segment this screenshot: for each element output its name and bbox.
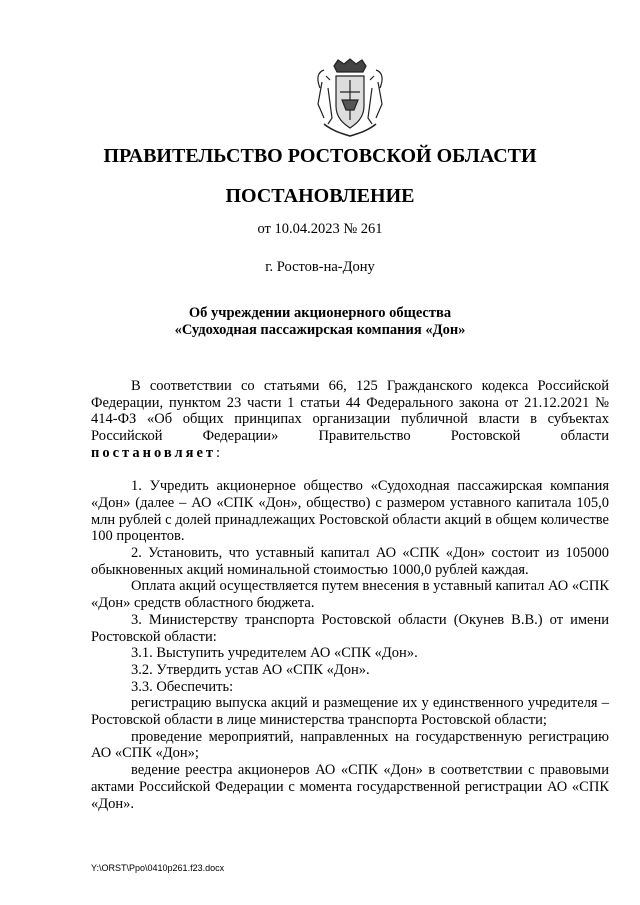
document-type: ПОСТАНОВЛЕНИЕ [225,185,415,207]
paragraph-3-2: 3.2. Утвердить устав АО «СПК «Дон». [131,661,370,678]
paragraph-3: 3. Министерству транспорта Ростовской области (Окунев В.В.) от имени Ростовской области: [91,611,609,645]
resolves-word: постановляет [91,444,217,461]
city: г. Ростов-на-Дону [265,259,375,275]
document-body [91,378,609,812]
coat-of-arms-emblem [314,58,386,138]
file-path-footer: Y:\ORST\Ppo\0410p261.f23.docx [91,863,225,873]
preamble: В соответствии со статьями 66, 125 Гражданского кодекса Российской Федерации, пунктом 23 части 1 статьи 44 Федерального закона от 21.12.2021 № 414-ФЗ «Об общих принципах организации публичной власти в субъектах Российской Федерации» Правительство Ростовской области [91,378,609,445]
paragraph-1: 1. Учредить акционерное общество «Судоходная пассажирская компания «Дон» (далее – АО «СПК «Дон», общество) с размером уставного капитала 105,0 млн рублей с долей принадлежащих Ростовской области акций в общем количестве 100 процентов. [91,478,609,545]
paragraph-2b: Оплата акций осуществляется путем внесения в уставный капитал АО «СПК «Дон» средств областного бюджета. [91,578,609,612]
resolves-colon: : [216,444,221,461]
paragraph-3-3: 3.3. Обеспечить: [131,678,234,695]
resolves-line [91,445,609,462]
paragraph-3-1: 3.1. Выступить учредителем АО «СПК «Дон». [131,645,418,662]
paragraph-3-3a: регистрацию выпуска акций и размещение их у единственного учредителя – Ростовской области в лице министерства транспорта Ростовской области; [91,695,609,729]
title-line-1: Об учреждении акционерного общества [188,305,452,321]
government-name: ПРАВИТЕЛЬСТВО РОСТОВСКОЙ ОБЛАСТИ [103,145,537,167]
date-number: от 10.04.2023 № 261 [257,221,383,237]
paragraph-2: 2. Установить, что уставный капитал АО «СПК «Дон» состоит из 105000 обыкновенных акций номинальной стоимостью 1000,0 рублей каждая. [91,545,609,578]
paragraph-3-3c: ведение реестра акционеров АО «СПК «Дон» в соответствии с правовыми актами Российской Федерации с момента государственной регистрации АО «СПК «Дон». [91,762,609,812]
paragraph-3-3b: проведение мероприятий, направленных на государственную регистрацию АО «СПК «Дон»; [91,728,609,762]
title-line-2: «Судоходная пассажирская компания «Дон» [174,322,466,338]
document-title [0,305,640,339]
